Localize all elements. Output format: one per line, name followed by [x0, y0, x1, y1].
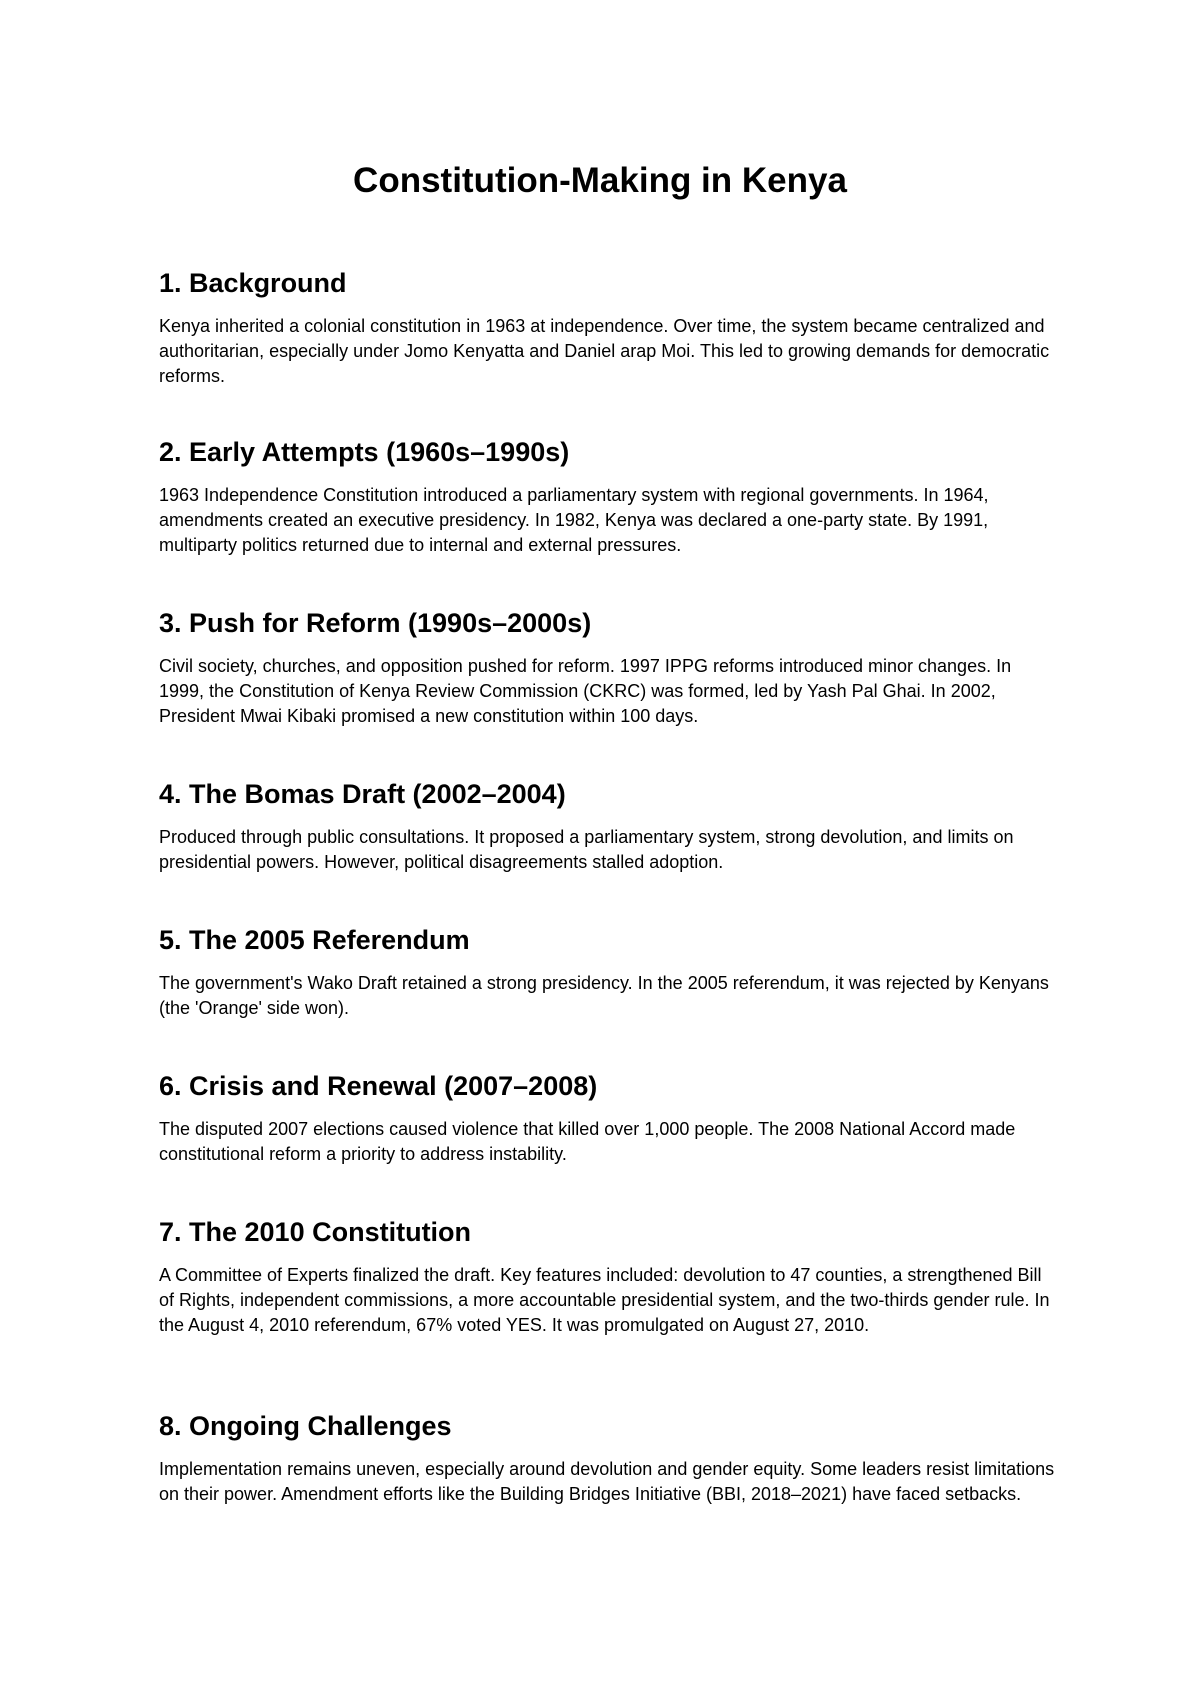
section-body: The disputed 2007 elections caused violence that killed over 1,000 people. The 2008 National Accord made constitutional reform a priority to address instability.	[159, 1119, 1016, 1164]
section-heading: 3. Push for Reform (1990s–2000s)	[159, 608, 592, 638]
section-heading: 2. Early Attempts (1960s–1990s)	[159, 437, 570, 467]
section-push-for-reform	[159, 606, 1059, 729]
section-heading: 8. Ongoing Challenges	[159, 1411, 452, 1441]
section-body: Civil society, churches, and opposition pushed for reform. 1997 IPPG reforms introduced minor changes. In 1999, the Constitution of Kenya Review Commission (CKRC) was formed, led by Yash Pal Ghai. In 2002, President Mwai Kibaki promised a new constitution within 100 days.	[159, 656, 1012, 726]
section-crisis-and-renewal	[159, 1069, 1059, 1167]
section-heading: 6. Crisis and Renewal (2007–2008)	[159, 1071, 598, 1101]
section-2005-referendum	[159, 923, 1059, 1021]
section-body: Implementation remains uneven, especially around devolution and gender equity. Some leaders resist limitations on their power. Amendment efforts like the Building Bridges Initiative (BBI, 2018–2021) have faced setbacks.	[159, 1459, 1055, 1504]
section-heading: 7. The 2010 Constitution	[159, 1217, 472, 1247]
document-title: Constitution-Making in Kenya	[353, 161, 847, 200]
section-heading: 4. The Bomas Draft (2002–2004)	[159, 779, 566, 809]
section-body: A Committee of Experts finalized the draft. Key features included: devolution to 47 counties, a strengthened Bill of Rights, independent commissions, a more accountable presidential system, and the two-thirds gender rule. In the August 4, 2010 referendum, 67% voted YES. It was promulgated on August 27, 2010.	[159, 1265, 1050, 1335]
section-bomas-draft	[159, 777, 1059, 875]
section-ongoing-challenges	[159, 1409, 1059, 1507]
section-body: The government's Wako Draft retained a strong presidency. In the 2005 referendum, it was rejected by Kenyans (the 'Orange' side won).	[159, 973, 1049, 1018]
section-heading: 1. Background	[159, 268, 347, 298]
section-heading: 5. The 2005 Referendum	[159, 925, 470, 955]
section-body: 1963 Independence Constitution introduced a parliamentary system with regional governments. In 1964, amendments created an executive presidency. In 1982, Kenya was declared a one-party state. By 1991, multiparty politics returned due to internal and external pressures.	[159, 485, 989, 555]
section-body: Produced through public consultations. It proposed a parliamentary system, strong devolution, and limits on presidential powers. However, political disagreements stalled adoption.	[159, 827, 1014, 872]
section-2010-constitution	[159, 1215, 1059, 1338]
section-early-attempts	[159, 435, 1059, 558]
section-background	[159, 266, 1059, 389]
section-body: Kenya inherited a colonial constitution in 1963 at independence. Over time, the system became centralized and authoritarian, especially under Jomo Kenyatta and Daniel arap Moi. This led to growing demands for democratic reforms.	[159, 316, 1050, 386]
